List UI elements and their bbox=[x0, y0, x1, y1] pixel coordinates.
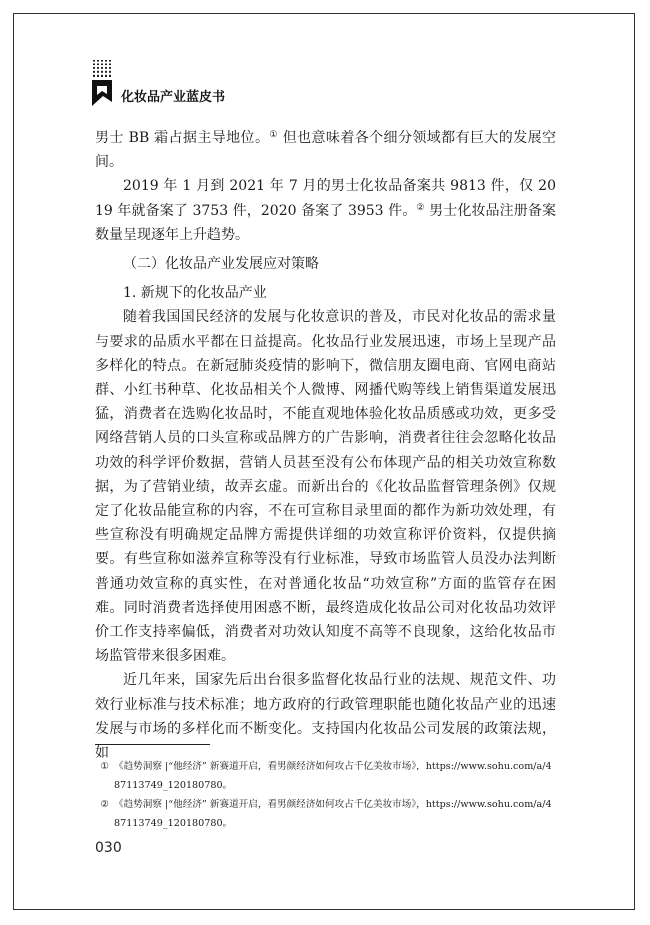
footnote bbox=[95, 795, 556, 833]
paragraph: 近几年来，国家先后出台很多监督化妆品行业的法规、规范文件、功效行业标准与技术标准；地方政府的行政管理职能也随化妆品产业的迅速发展与市场的多样化而不断变化。支持国内化妆品公司发展的政策法规，如 bbox=[95, 672, 556, 762]
footnote-divider bbox=[95, 744, 210, 745]
book-logo-icon bbox=[91, 58, 115, 108]
footnote-number: ② bbox=[100, 799, 109, 810]
sub-heading: 1. 新规下的化妆品产业 bbox=[123, 285, 267, 302]
footnote-ref[interactable]: ① bbox=[269, 130, 278, 140]
running-header-title: 化妆品产业蓝皮书 bbox=[121, 90, 226, 105]
section-heading: （二）化妆品产业发展应对策略 bbox=[123, 256, 319, 273]
paragraph: 男士 BB 霜占据主导地位。① 但也意味着各个细分领域都有巨大的发展空间。 bbox=[95, 130, 557, 171]
footnote-number: ① bbox=[100, 761, 109, 772]
footnotes bbox=[95, 757, 556, 833]
paragraph: 随着我国国民经济的发展与化妆意识的普及，市民对化妆品的需求量与要求的品质水平都在日益提高。化妆品行业发展迅速，市场上呈现产品多样化的特点。在新冠肺炎疫情的影响下，微信朋友圈电商、官网电商站群、小红书种草、化妆品相关个人微博、网播代购等线上销售渠道发展迅猛，消费者在选购化妆品时，不能直观地体验化妆品质感或功效，更多受网络营销人员的口头宣称或品牌方的广告影响，消费者往往会忽略化妆品功效的科学评价数据，营销人员甚至没有公布体现产品的相关功效宣称数据，为了营销业绩，故弄玄虚。而新出台的《化妆品监督管理条例》仅规定了化妆品能宣称的内容，不在可宣称目录里面的都作为新功效处理，有些宣称没有明确规定品牌方需提供详细的功效宣称评价资料，仅提供摘要。有些宣称如滋养宣称等没有行业标准，导致市场监管人员没办法判断普通功效宣称的真实性，在对普通化妆品“功效宣称”方面的监管存在困难。同时消费者选择使用困惑不断，最终造成化妆品公司对化妆品功效评价工作支持率偏低，消费者对功效认知度不高等不良现象，这给化妆品市场监管带来很多困难。 bbox=[95, 309, 556, 665]
footnote bbox=[95, 757, 556, 795]
footnote-text: 《趋势洞察 |“他经济” 新赛道开启，看男颜经济如何攻占千亿美妆市场》，https://www.sohu.com/a/487113749_120180780。 bbox=[114, 761, 552, 791]
page-number: 030 bbox=[95, 840, 122, 856]
footnote-ref[interactable]: ② bbox=[416, 202, 425, 213]
paragraph: 2019 年 1 月到 2021 年 7 月的男士化妆品备案共 9813 件，仅 2019 年就备案了 3753 件，2020 备案了 3953 件。② 男士化妆品注册备案数量呈现逐年上升趋势。 bbox=[95, 178, 556, 243]
body-text bbox=[95, 126, 556, 765]
footnote-text: 《趋势洞察 |“他经济” 新赛道开启，看男颜经济如何攻占千亿美妆市场》，https://www.sohu.com/a/487113749_120180780。 bbox=[114, 799, 552, 829]
